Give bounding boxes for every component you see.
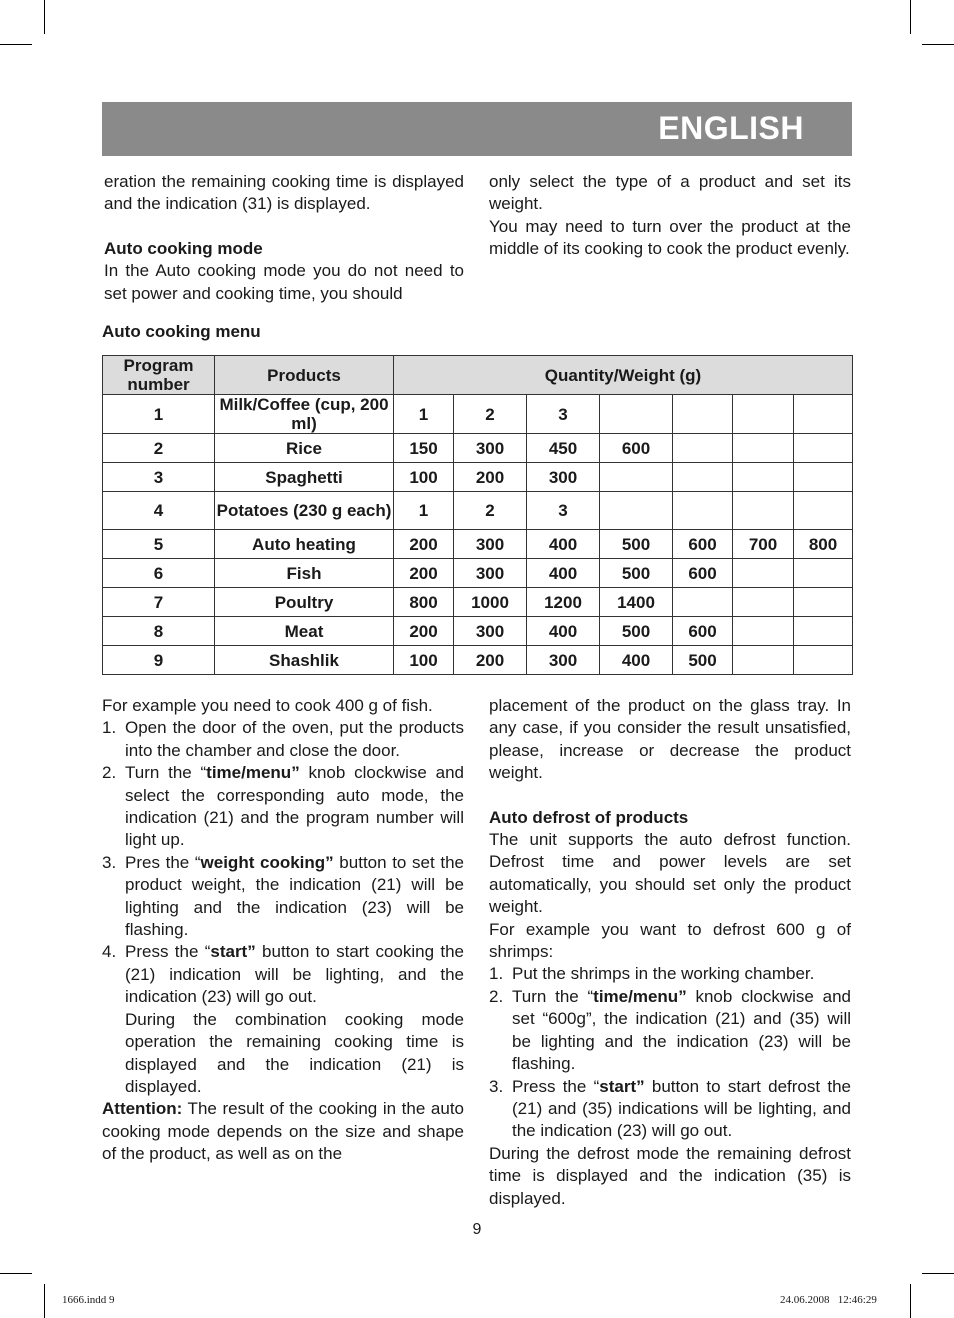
weight-cell: 300 [527,463,600,492]
product-cell: Milk/Coffee (cup, 200 ml) [215,395,394,434]
paragraph: You may need to turn over the product at the middle of its cooking to cook the product evenly. [489,216,851,259]
paragraph: The unit supports the auto defrost function. Defrost time and power levels are set automatically, you should set only the product weight. [489,830,851,917]
list-item: 1. Put the shrimps in the working chamber. [489,964,815,984]
crop-mark [910,0,911,34]
weight-cell: 200 [454,463,527,492]
table-row [103,646,853,675]
weight-cell [794,395,853,434]
paragraph: For example you need to cook 400 g of fish. [102,696,433,715]
weight-cell [673,395,733,434]
weight-cell [600,395,673,434]
page-number: 9 [472,1221,482,1238]
cooking-steps-list [102,717,464,1098]
language-title: ENGLISH [658,110,804,146]
footer-timestamp: 24.06.2008 12:46:29 [780,1294,877,1306]
weight-cell: 400 [527,617,600,646]
crop-mark [44,1284,45,1318]
weight-cell: 3 [527,492,600,530]
crop-mark [910,1284,911,1318]
weight-cell: 100 [394,646,454,675]
weight-cell: 500 [673,646,733,675]
program-number-cell: 7 [103,588,215,617]
header-quantity-weight: Quantity/Weight (g) [394,356,853,395]
paragraph: only select the type of a product and set its weight. [489,172,851,214]
crop-mark [0,44,32,45]
weight-cell [794,588,853,617]
weight-cell [794,463,853,492]
weight-cell [673,492,733,530]
weight-cell: 200 [394,559,454,588]
weight-cell: 2 [454,492,527,530]
paragraph: During the combination cooking mode operation the remaining cooking time is displayed and the indication (21) is displayed. [125,1009,464,1096]
product-cell: Rice [215,434,394,463]
weight-cell: 600 [673,617,733,646]
weight-cell: 300 [454,434,527,463]
weight-cell [733,559,794,588]
table-row [103,617,853,646]
weight-cell: 400 [527,530,600,559]
section-heading: Auto defrost of products [489,807,689,827]
language-header-bar [102,102,852,156]
weight-cell [733,617,794,646]
section-heading: Auto cooking mode [104,238,263,258]
weight-cell: 1200 [527,588,600,617]
weight-cell [600,463,673,492]
weight-cell [673,463,733,492]
bottom-right-column [489,695,851,1210]
weight-cell: 450 [527,434,600,463]
weight-cell: 200 [394,530,454,559]
list-item: 3. Pres the “weight cooking” button to set the product weight, the indication (21) will be lighting and the indication (23) will be flashing. [102,852,464,940]
weight-cell: 500 [600,530,673,559]
menu-table-title: Auto cooking menu [102,322,261,341]
weight-cell: 600 [673,530,733,559]
weight-cell: 200 [454,646,527,675]
program-number-cell: 8 [103,617,215,646]
list-item: 2. Turn the “time/menu” knob clockwise and set “600g”, the indication (21) and (35) will be lighting and the indication (23) will be flashing. [489,986,851,1074]
top-left-column [104,171,464,305]
weight-cell [600,492,673,530]
crop-mark [922,1273,954,1274]
weight-cell: 1 [394,492,454,530]
weight-cell: 150 [394,434,454,463]
product-cell: Auto heating [215,530,394,559]
program-number-cell: 3 [103,463,215,492]
product-cell: Meat [215,617,394,646]
weight-cell: 200 [394,617,454,646]
product-cell: Fish [215,559,394,588]
weight-cell: 2 [454,395,527,434]
table-row [103,434,853,463]
weight-cell [794,617,853,646]
menu-table-body [103,395,853,675]
weight-cell [733,463,794,492]
table-row [103,559,853,588]
attention-note: Attention: The result of the cooking in the auto cooking mode depends on the size and shape of the product, as well as on the [102,1099,464,1164]
weight-cell: 400 [600,646,673,675]
weight-cell: 600 [673,559,733,588]
paragraph: In the Auto cooking mode you do not need to set power and cooking time, you should [104,261,464,303]
weight-cell: 300 [454,617,527,646]
weight-cell [733,588,794,617]
paragraph: For example you want to defrost 600 g of shrimps: [489,919,851,962]
list-item: 4. Press the “start” button to start cooking the (21) indication will be lighting, and the indication (23) will go out. During the combination cooking mode operation the remaining cooking time is displayed and the indication (21) is displayed. [102,941,464,1098]
list-item: 2. Turn the “time/menu” knob clockwise and select the corresponding auto mode, the indication (21) and the program number will light up. [102,763,464,850]
program-number-cell: 4 [103,492,215,530]
defrost-steps-list [489,963,851,1142]
weight-cell: 500 [600,559,673,588]
weight-cell: 100 [394,463,454,492]
weight-cell: 300 [454,530,527,559]
weight-cell: 3 [527,395,600,434]
product-cell: Poultry [215,588,394,617]
product-cell: Potatoes (230 g each) [215,492,394,530]
crop-mark [44,0,45,34]
crop-mark [0,1273,32,1274]
auto-cooking-menu-table [102,355,853,675]
program-number-cell: 5 [103,530,215,559]
weight-cell: 700 [733,530,794,559]
weight-cell [794,434,853,463]
product-cell: Shashlik [215,646,394,675]
paragraph: During the defrost mode the remaining defrost time is displayed and the indication (35) is displayed. [489,1143,851,1208]
program-number-cell: 6 [103,559,215,588]
top-right-column [489,171,851,261]
crop-mark [922,44,954,45]
weight-cell [673,434,733,463]
paragraph: eration the remaining cooking time is displayed and the indication (31) is displayed. [104,172,464,214]
weight-cell [794,559,853,588]
table-row [103,588,853,617]
weight-cell: 1 [394,395,454,434]
weight-cell [733,492,794,530]
header-program-number: Program number [103,356,215,395]
table-row [103,530,853,559]
weight-cell [673,588,733,617]
table-row [103,395,853,434]
table-row [103,492,853,530]
bottom-left-column [102,695,464,1166]
weight-cell [733,646,794,675]
table-row [103,463,853,492]
footer-file-info: 1666.indd 9 [62,1294,115,1306]
program-number-cell: 2 [103,434,215,463]
weight-cell [794,492,853,530]
program-number-cell: 1 [103,395,215,434]
paragraph: placement of the product on the glass tray. In any case, if you consider the result unsatisfied, please, increase or decrease the product weight. [489,696,851,783]
weight-cell [733,395,794,434]
weight-cell: 800 [394,588,454,617]
weight-cell: 1000 [454,588,527,617]
weight-cell [794,646,853,675]
weight-cell: 300 [527,646,600,675]
weight-cell [733,434,794,463]
header-products: Products [215,356,394,395]
weight-cell: 1400 [600,588,673,617]
weight-cell: 800 [794,530,853,559]
weight-cell: 600 [600,434,673,463]
weight-cell: 300 [454,559,527,588]
weight-cell: 500 [600,617,673,646]
program-number-cell: 9 [103,646,215,675]
product-cell: Spaghetti [215,463,394,492]
list-item: 1. Open the door of the oven, put the products into the chamber and close the door. [102,718,464,760]
weight-cell: 400 [527,559,600,588]
list-item: 3. Press the “start” button to start defrost the (21) and (35) indications will be lighting, and the indication (23) will go out. [489,1076,851,1141]
